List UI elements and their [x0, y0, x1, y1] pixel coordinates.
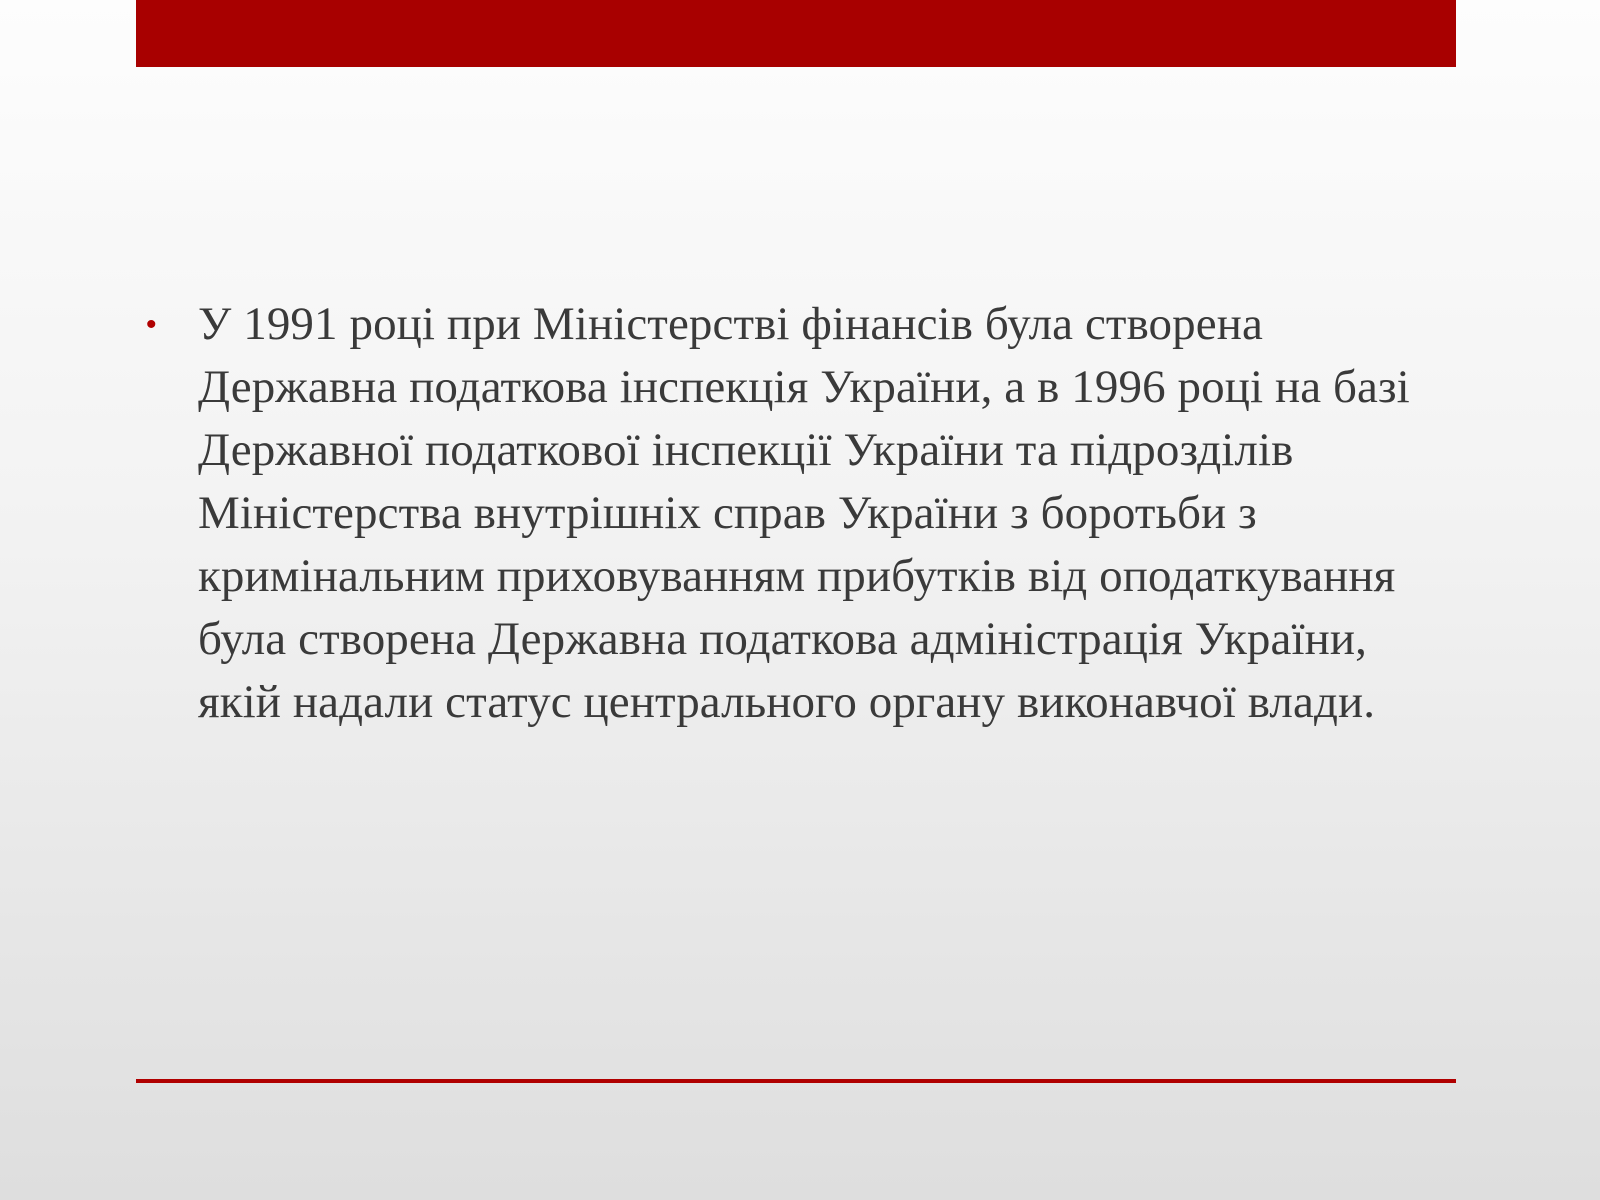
- top-accent-bar: [136, 0, 1456, 67]
- bullet-text: У 1991 році при Міністерстві фінансів була створена Державна податкова інспекція України, а в 1996 році на базі Державної податкової інспекції України та підрозділів Міністерства внутрішніх справ України з боротьби з кримінальним приховуванням прибутків від оподаткування була створена Державна податкова адміністрація України, якій надали статус центрального органу виконавчої влади.: [198, 298, 1410, 728]
- slide-content: [146, 293, 1436, 734]
- bullet-marker-icon: •: [146, 308, 157, 341]
- bullet-item: [146, 293, 1436, 734]
- bottom-accent-line: [136, 1079, 1456, 1083]
